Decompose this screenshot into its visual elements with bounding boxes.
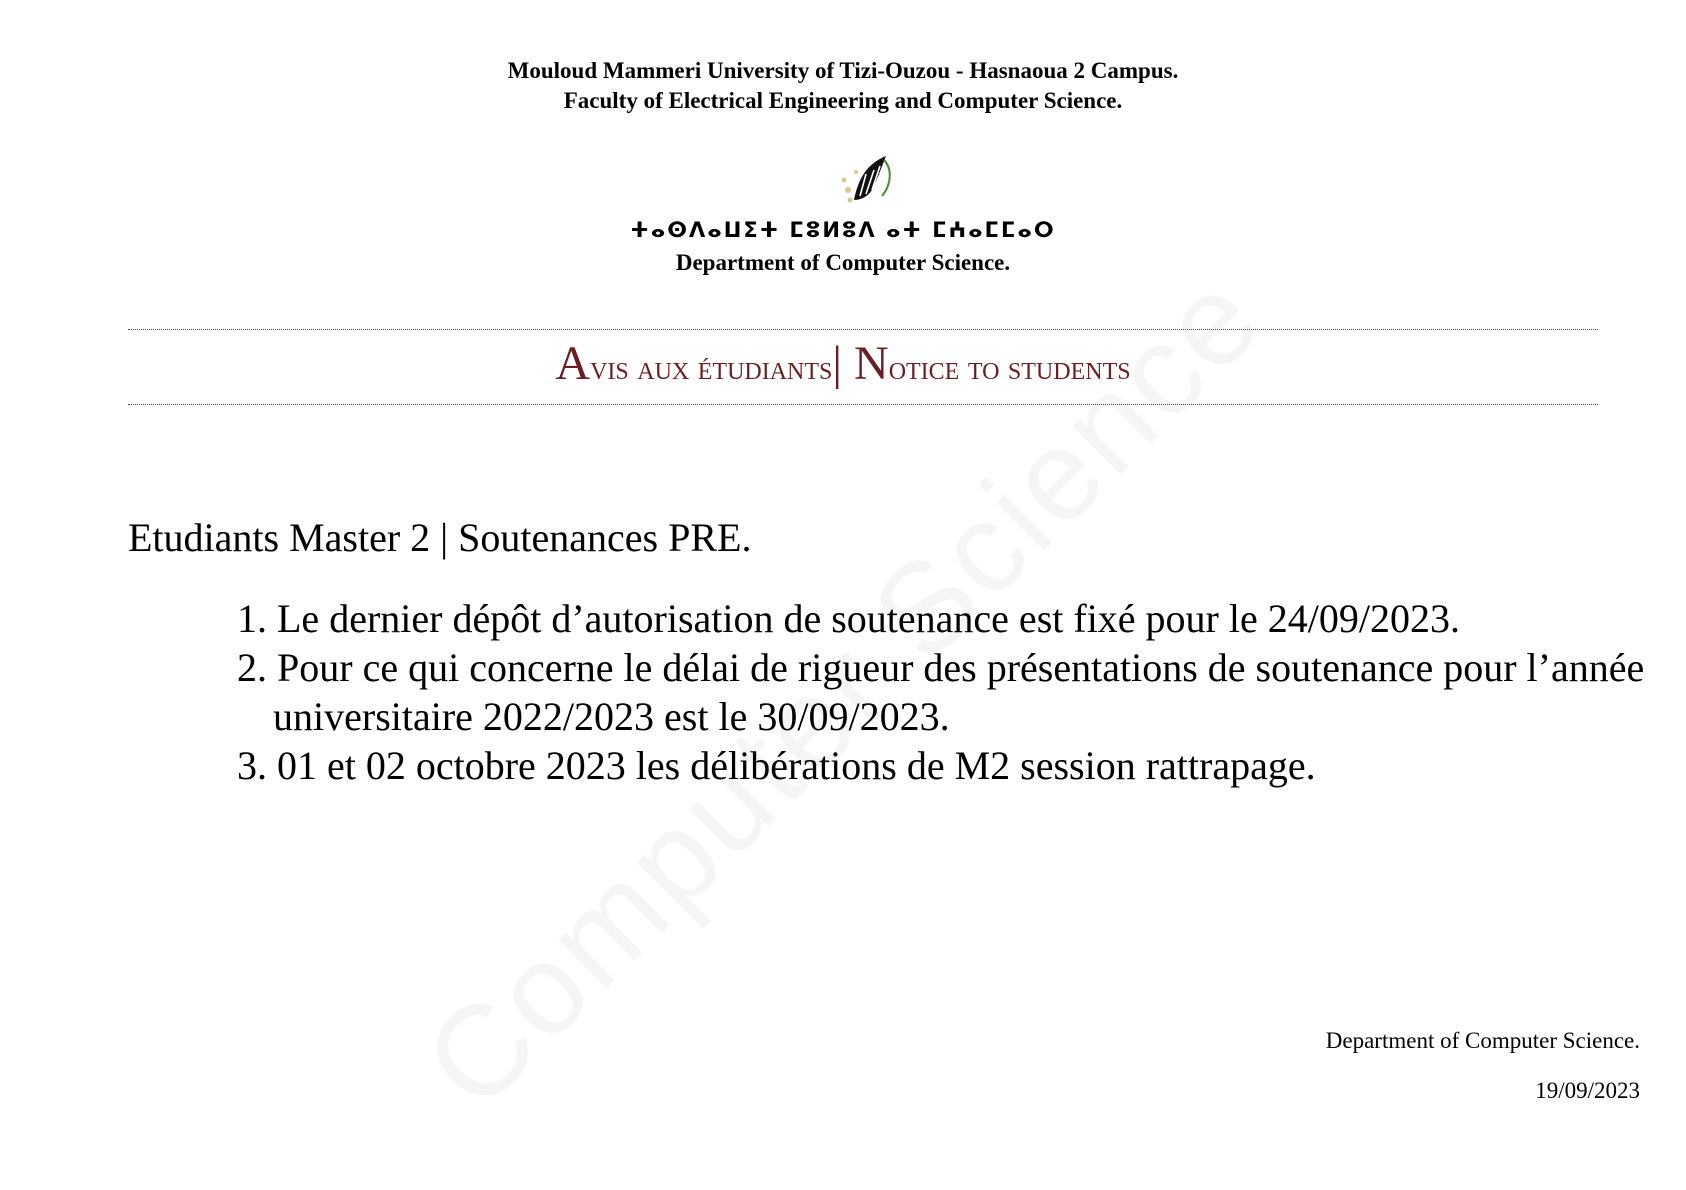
faculty-name: Faculty of Electrical Engineering and Computer Science. bbox=[563, 88, 1123, 113]
notice-items bbox=[237, 594, 1686, 790]
notice-en-rest: otice to students bbox=[888, 350, 1131, 387]
bottom-divider bbox=[128, 404, 1598, 405]
tifinagh-department-name: ⵜⴰⵙⴷⴰⵡⵉⵜ ⵎⵓⵍⵓⴷ ⴰⵜ ⵎⵄⴰⵎⵎⴰⵔ bbox=[630, 218, 1056, 242]
notice-fr-initial: A bbox=[555, 337, 591, 390]
list-item: 3. 01 et 02 octobre 2023 les délibérations de M2 session rattrapage. bbox=[237, 743, 1316, 788]
notice-date: 19/09/2023 bbox=[1535, 1078, 1640, 1103]
university-name: Mouloud Mammeri University of Tizi-Ouzou - Hasnaoua 2 Campus. bbox=[507, 58, 1179, 83]
university-emblem-icon bbox=[836, 150, 896, 208]
top-divider bbox=[128, 329, 1598, 330]
notice-separator: | bbox=[832, 337, 855, 390]
signature: Department of Computer Science. bbox=[1325, 1028, 1640, 1053]
list-item: 1. Le dernier dépôt d’autorisation de soutenance est fixé pour le 24/09/2023. bbox=[237, 596, 1460, 641]
notice-subject: Etudiants Master 2 | Soutenances PRE. bbox=[128, 515, 752, 560]
department-name: Department of Computer Science. bbox=[675, 250, 1011, 275]
notice-title bbox=[0, 336, 1686, 397]
notice-en-initial: N bbox=[854, 337, 889, 390]
list-item: 2. Pour ce qui concerne le délai de rigueur des présentations de soutenance pour l’année universitaire 2022/2023 est le 30/09/2023. bbox=[237, 645, 1645, 739]
notice-fr-rest: vis aux étudiants bbox=[590, 350, 833, 387]
